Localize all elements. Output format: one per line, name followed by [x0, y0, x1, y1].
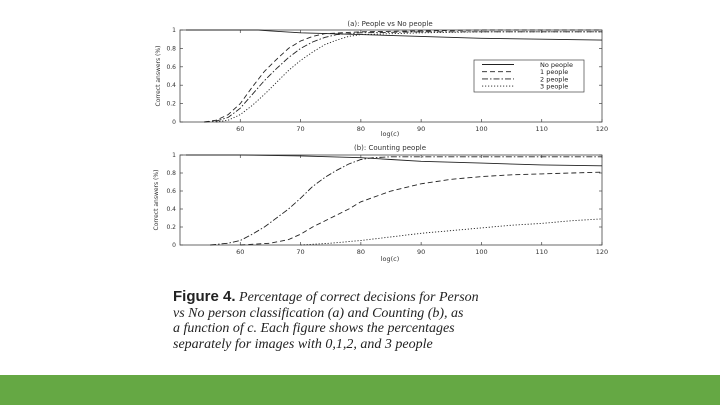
legend-entry-label: No people	[540, 61, 573, 69]
y-tick-label: 0.8	[166, 170, 176, 177]
legend-entry-label: 1 people	[540, 68, 569, 77]
y-tick-label: 0	[172, 119, 176, 126]
footer-accent-bar	[0, 375, 720, 405]
x-tick-label: 110	[535, 248, 548, 256]
x-tick-label: 80	[356, 248, 365, 256]
y-tick-label: 0.2	[166, 100, 176, 108]
x-tick-label: 80	[356, 125, 365, 133]
y-tick-label: 0.6	[166, 188, 176, 195]
caption-line-2: vs No person classification (a) and Counting (b), as	[173, 305, 464, 321]
figure-caption	[173, 289, 623, 352]
panel-a-xlabel: log(c)	[380, 130, 400, 138]
x-tick-label: 70	[296, 248, 305, 256]
panel-b-series	[186, 155, 602, 245]
panel-a-legend	[474, 60, 584, 92]
legend-entry-label: 3 people	[540, 82, 569, 91]
x-tick-label: 90	[417, 125, 426, 133]
x-tick-label: 100	[475, 125, 488, 133]
y-tick-label: 0.4	[166, 206, 176, 213]
x-tick-label: 90	[417, 248, 426, 256]
panel-b-frame	[180, 155, 602, 245]
y-tick-label: 0.2	[166, 224, 176, 231]
caption-line-4: separately for images with 0,1,2, and 3 people	[173, 336, 433, 352]
panel-b-ylabel: Correct answers (%)	[153, 169, 160, 231]
x-tick-label: 60	[236, 248, 245, 256]
panel-counting-people	[153, 144, 608, 263]
x-tick-label: 110	[535, 125, 548, 133]
panel-b-ticks	[166, 152, 608, 256]
y-tick-label: 0.4	[166, 82, 176, 90]
series-line-2-people	[240, 172, 602, 245]
figure-label: Figure 4.	[173, 288, 236, 305]
panel-a-title: (a): People vs No people	[347, 20, 433, 28]
series-line-1-people	[210, 157, 602, 245]
panel-b-xlabel: log(c)	[380, 255, 400, 263]
series-line-3-people	[301, 219, 602, 245]
caption-line-3: a function of c. Each figure shows the percentages	[173, 321, 455, 336]
x-tick-label: 100	[475, 248, 488, 256]
legend-entry-label: 2 people	[540, 75, 569, 84]
x-tick-label: 120	[595, 248, 609, 256]
panel-people-vs-no-people	[155, 20, 608, 138]
y-tick-label: 0.8	[166, 45, 176, 53]
y-tick-label: 0.6	[166, 63, 176, 71]
caption-line-1: Percentage of correct decisions for Person	[239, 290, 479, 305]
y-tick-label: 1	[172, 27, 176, 34]
panel-b-title: (b): Counting people	[353, 144, 427, 152]
y-tick-label: 0	[172, 242, 176, 249]
panel-a-ylabel: Correct answers (%)	[155, 45, 162, 107]
x-tick-label: 70	[296, 125, 305, 133]
x-tick-label: 120	[595, 125, 609, 133]
x-tick-label: 60	[236, 125, 245, 133]
y-tick-label: 1	[172, 152, 176, 159]
